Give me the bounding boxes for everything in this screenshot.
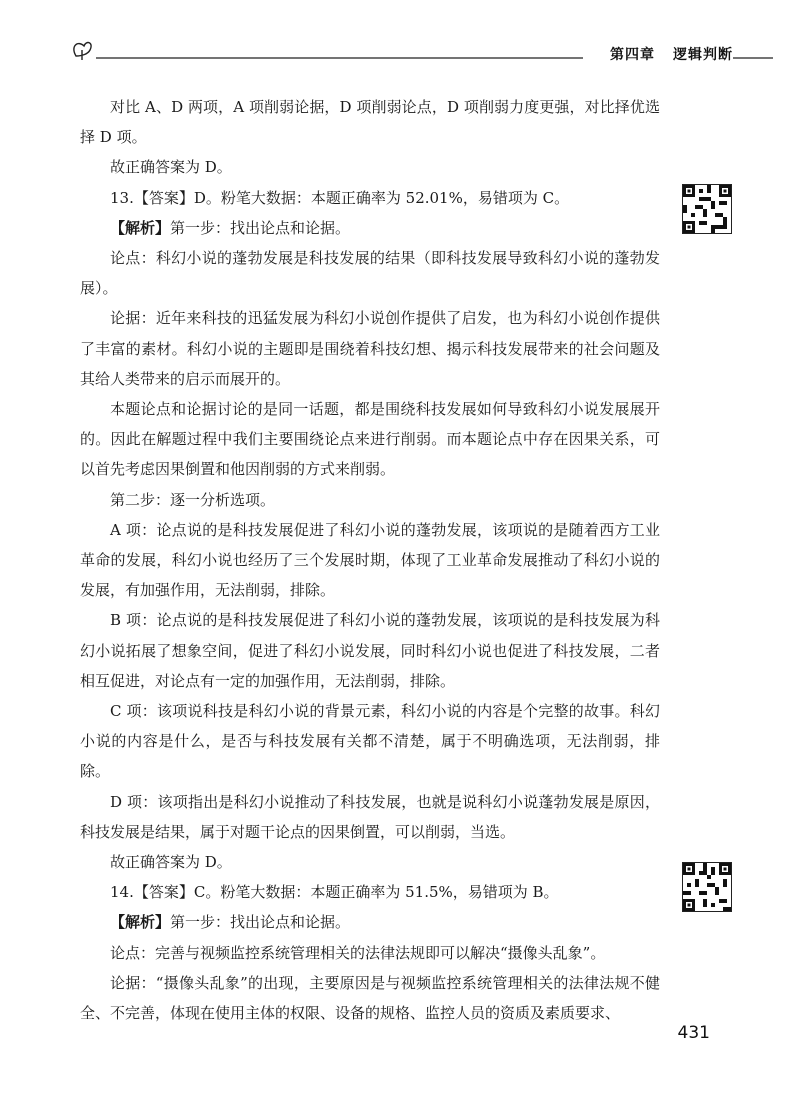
paragraph: 论点：完善与视频监控系统管理相关的法律法规即可以解决“摄像头乱象”。 bbox=[110, 943, 606, 962]
paragraph: 本题论点和论据讨论的是同一话题，都是围绕科技发展如何导致科幻小说发展展开的。因此在解题过程中我们主要围绕论点来进行削弱。而本题论点中存在因果关系，可以首先考虑因果倒置和他因削弱的方式来削弱。 bbox=[80, 400, 660, 479]
analysis-label: 【解析】 bbox=[110, 913, 171, 932]
paragraph: 对比 A、D 两项，A 项削弱论据，D 项削弱论点，D 项削弱力度更强，对比择优选择 D 项。 bbox=[80, 98, 660, 147]
section-name: 逻辑判断 bbox=[673, 47, 733, 63]
qr-code-icon[interactable] bbox=[682, 184, 732, 234]
answer-13: 13.【答案】D。粉笔大数据：本题正确率为 52.01%，易错项为 C。 bbox=[110, 188, 570, 207]
answer-14: 14.【答案】C。粉笔大数据：本题正确率为 51.5%，易错项为 B。 bbox=[110, 883, 559, 902]
paragraph: 论点：科幻小说的蓬勃发展是科技发展的结果（即科技发展导致科幻小说的蓬勃发展）。 bbox=[80, 249, 660, 298]
option-d: D 项：该项指出是科幻小说推动了科技发展，也就是说科幻小说蓬勃发展是原因，科技发展是结果，属于对题干论点的因果倒置，可以削弱，当选。 bbox=[80, 792, 660, 841]
paragraph: 故正确答案为 D。 bbox=[110, 853, 232, 872]
chapter-title bbox=[610, 44, 733, 64]
analysis-label: 【解析】 bbox=[110, 218, 171, 237]
option-b: B 项：论点说的是科技发展促进了科幻小说的蓬勃发展，该项说的是科技发展为科幻小说拓展了想象空间，促进了科幻小说发展，同时科幻小说也促进了科技发展，二者相互促进，对论点有一定的加强作用，无法削弱，排除。 bbox=[80, 611, 660, 690]
sprout-icon bbox=[74, 43, 91, 60]
option-a: A 项：论点说的是科技发展促进了科幻小说的蓬勃发展，该项说的是随着西方工业革命的发展，科幻小说也经历了三个发展时期，体现了工业革命发展推动了科幻小说的发展，有加强作用，无法削弱，排除。 bbox=[80, 520, 660, 600]
paragraph: 论据：“摄像头乱象”的出现，主要原因是与视频监控系统管理相关的法律法规不健全、不完善，体现在使用主体的权限、设备的规格、监控人员的资质及素质要求、 bbox=[80, 973, 660, 1023]
chapter-number: 第四章 bbox=[610, 47, 655, 63]
page-content bbox=[80, 92, 660, 1028]
qr-code-icon[interactable] bbox=[682, 862, 732, 912]
paragraph: 第二步：逐一分析选项。 bbox=[110, 490, 276, 509]
paragraph: 论据：近年来科技的迅猛发展为科幻小说创作提供了启发，也为科幻小说创作提供了丰富的素材。科幻小说的主题即是围绕着科技幻想、揭示科技发展带来的社会问题及其给人类带来的启示而展开的。 bbox=[80, 309, 660, 388]
paragraph: 故正确答案为 D。 bbox=[110, 158, 232, 177]
analysis-heading: 【解析】第一步：找出论点和论据。 bbox=[110, 913, 351, 932]
page-header bbox=[68, 34, 773, 70]
page-number: 431 bbox=[677, 1023, 710, 1043]
option-c: C 项：该项说科技是科幻小说的背景元素，科幻小说的内容是个完整的故事。科幻小说的内容是什么，是否与科技发展有关都不清楚，属于不明确选项，无法削弱，排除。 bbox=[80, 702, 660, 781]
analysis-heading: 【解析】第一步：找出论点和论据。 bbox=[110, 218, 351, 237]
